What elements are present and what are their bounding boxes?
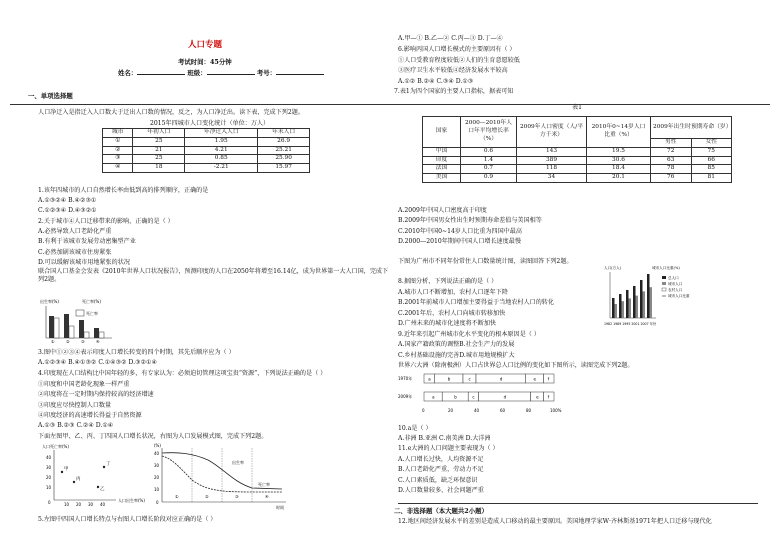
bar-group <box>49 314 104 338</box>
q6-statements-2: ③医疗卫生水平较低④经济发展水平较高 <box>398 67 508 74</box>
guangzhou-population-chart <box>604 262 724 328</box>
question-3: 3.图中①②③④表示印度人口增长转变的四个时期，其先后顺序应为（ ） <box>38 349 235 356</box>
city-population-table <box>102 128 310 173</box>
scatter-ytick: 30 <box>46 465 52 470</box>
gz-city-bar <box>629 298 632 318</box>
q2-option-a: A.必然导致人口老龄化严重 <box>38 228 112 235</box>
scatter-xtick: 30 <box>88 502 94 507</box>
q6-statements-1: ①人口受教育程度较低②人们的生育意愿较低 <box>398 57 520 64</box>
table-header: 2009年人口密度（人/平方千米） <box>517 117 587 148</box>
birth-bar <box>79 320 84 338</box>
question-7: 7.表1为四个国家的主要人口指标，据表可知 <box>394 88 514 95</box>
section1-title: 一、单项选择题 <box>28 92 73 100</box>
continent-label: b <box>454 394 457 400</box>
death-bar <box>54 318 59 338</box>
continent-label: e <box>533 376 536 382</box>
country-indicator-table <box>422 116 732 183</box>
table-row: 中国 0.6 143 19.5 72 75 <box>423 147 732 156</box>
cont-xtick: 40 <box>474 408 480 413</box>
table-header: 2009年出生时预期寿命（岁） <box>651 117 732 139</box>
table-header-row <box>423 117 732 139</box>
cont-xtick: 80 <box>526 408 532 413</box>
q2-option-c: C.必然加剧该城市住房紧张 <box>38 249 112 256</box>
legend-death: 死亡率 <box>86 311 98 316</box>
model-ylabel: (%) <box>154 443 161 448</box>
question-2: 2.关于城市④人口迁移带来的影响，正确的是（ ） <box>38 218 174 225</box>
gz-xlabel: 1982 1989 1995 2001 2007 年份 <box>604 322 657 326</box>
gz-legend-swatch <box>662 276 666 279</box>
legend-death-swatch <box>76 310 84 316</box>
question-8: 8.据图分析，下列说法正确的是（ ） <box>398 278 498 285</box>
q11-option-a: A.人口增长过快，人均资源不足 <box>398 456 484 463</box>
gz-total-bar <box>647 274 650 318</box>
india-growth-bar-chart <box>38 296 148 344</box>
bar-xlabel: ③ <box>81 339 85 344</box>
continent-share-chart <box>398 370 598 420</box>
gz-ylabel: 人口(万人) <box>604 266 622 270</box>
gz-legend-swatch <box>662 288 666 291</box>
section2-title: 二、非选择题（本大题共2小题） <box>394 507 488 515</box>
birth-bar <box>49 316 54 338</box>
question-10: 10.a是（ ） <box>398 425 432 432</box>
q9-options-cd: C.乡村基础设施的完善D.城市用地规模扩大 <box>398 352 515 359</box>
model-stage: ① <box>175 494 179 499</box>
q8-option-d: D.广州未来的城市化速度将不断加快 <box>398 320 497 327</box>
table-header: 年净迁入人口 <box>185 129 258 138</box>
gz-legend: 城市人口比重 <box>668 294 690 298</box>
question-9: 9.近年来引起广州城市化水平变化的根本原因是（ ） <box>398 331 540 338</box>
four-countries-scatter-chart <box>38 442 158 510</box>
cont-xtick: 0 <box>422 408 425 413</box>
scatter-xtick: 40 <box>100 502 106 507</box>
gz-total-bar <box>612 298 615 318</box>
continent-label: d <box>503 394 507 400</box>
q4-options: A.①③ B.②③ C.②④ D.①④ <box>38 422 114 429</box>
gz-city-bar <box>615 304 618 318</box>
point-label-bing: 丙 <box>76 477 81 482</box>
gz-legend: 总人口 <box>668 276 679 280</box>
table-header: 2010年0~14岁人口比重（%） <box>587 117 651 148</box>
q5-options: A.甲—① B.乙—② C.丙—③ D.丁—④ <box>398 35 503 42</box>
intro-guangzhou: 下图为广州市不同年份常住人口数量统计图，读图回答下列2题。 <box>398 258 573 265</box>
q8-option-b: B.2001年前城市人口增加主要得益于当地农村人口的转化 <box>398 299 554 306</box>
point-label-jia: 甲 <box>64 467 69 472</box>
gz-legend-swatch <box>662 282 666 285</box>
label-death: 死亡率 <box>258 482 270 487</box>
id-label: 考号： <box>256 69 276 77</box>
gz-legend: 农村人口 <box>668 288 683 292</box>
model-stage: ③ <box>235 494 239 499</box>
bar-xlabel: ② <box>66 339 70 344</box>
model-ytick: 40 <box>154 451 160 456</box>
continent-label: b <box>447 376 451 382</box>
class-label: 班级： <box>187 69 207 77</box>
table-row: 美国 0.9 34 20.1 76 81 <box>423 174 732 183</box>
q4-statement-2: ②印度将在一定时期内保持较高的经济增速 <box>38 391 154 398</box>
scatter-point <box>103 466 105 468</box>
gz-city-bar <box>636 296 639 318</box>
page-title: 人口专题 <box>188 40 223 50</box>
q11-option-c: C.人口素质低，缺乏环保意识 <box>398 477 478 484</box>
table-header: 城市 <box>103 129 133 138</box>
q6-options: A.①② B.②④ C.③④ D.①③ <box>398 78 474 85</box>
table-row: ④ 18 -2.21 15.97 <box>103 164 310 173</box>
table-caption: 2015年四城市人口变化统计（单位：万人） <box>150 120 270 127</box>
q7-option-b: B.2009年中国男女性出生时预期寿命差值与美国相等 <box>398 217 542 224</box>
continent-label: a <box>432 394 435 400</box>
table1-title: 表1 <box>572 104 582 111</box>
scatter-point <box>61 471 63 473</box>
top-divider <box>10 104 770 105</box>
scatter-ytick: 40 <box>46 455 52 460</box>
model-ytick: 30 <box>154 463 160 468</box>
model-xlabel: 时间 <box>276 505 284 510</box>
table-header-row <box>103 129 310 138</box>
table-row: 印度 1.4 389 30.6 63 66 <box>423 156 732 165</box>
model-stage: ② <box>205 494 209 499</box>
gz-total-bar <box>633 286 636 318</box>
bar-xlabel: ① <box>51 339 55 344</box>
cont-xtick: 20 <box>448 408 454 413</box>
q7-option-a: A.2009年中国人口密度高于印度 <box>398 207 487 214</box>
point-label-ding: 丁 <box>106 462 111 467</box>
exam-time: 考试时间：45分钟 <box>178 58 232 66</box>
table-row: ② 21 4.21 25.21 <box>103 146 310 155</box>
q10-options: A.非洲 B.亚洲 C.南美洲 D.大洋洲 <box>398 435 491 442</box>
scatter-point <box>97 486 99 488</box>
scatter-xlabel: 人口出生率(%) <box>118 498 145 503</box>
table-header: 年初人口 <box>133 129 185 138</box>
model-ytick: 20 <box>154 475 160 480</box>
scatter-point <box>73 481 75 483</box>
gz-legend: 城市人口 <box>668 282 683 286</box>
cont-xtick: 100% <box>550 408 562 413</box>
table-row: ① 25 1.95 26.9 <box>103 137 310 146</box>
q11-option-b: B.人口老龄化严重，劳动力不足 <box>398 466 484 473</box>
continent-label: e <box>536 394 539 400</box>
continent-label: c <box>472 394 475 400</box>
intro-continents: 世界六大洲（除南极洲）人口占世界总人口比例的变化如下图所示，读图完成下列2题。 <box>398 362 634 369</box>
q2-option-b: B.有利于该城市发展劳动密集型产业 <box>38 238 136 245</box>
gz-city-bar <box>650 287 653 318</box>
gz-bar-group <box>612 274 652 318</box>
table-header: 男性 <box>651 139 692 148</box>
point-label-yi: 乙 <box>100 487 105 492</box>
model-ytick: 10 <box>154 487 160 492</box>
year-label: 2009年 <box>398 394 413 399</box>
gz-total-bar <box>640 280 643 318</box>
population-model-chart <box>148 440 298 512</box>
continent-label: d <box>499 376 503 382</box>
name-label: 姓名： <box>118 69 138 77</box>
q2-option-d: D.可以缓解该城市用地紧张的状况 <box>38 259 130 266</box>
intro-four-countries: 下面左图甲、乙、丙、丁四国人口增长状况，右图为人口发展模式图，完成下列2题。 <box>38 433 268 440</box>
intro-india: 联合国人口基金会发表《2010年世界人口状况报告》，预测印度的人口在2050年将增至16.14亿，成为世界第一大人口国，完成下列2题。 <box>38 268 389 284</box>
gz-total-bar <box>626 290 629 318</box>
model-stage: ④ <box>265 494 269 499</box>
model-ytick: 0 <box>156 500 159 505</box>
label-birth: 出生率 <box>232 460 244 465</box>
table-header: 年末人口 <box>258 129 310 138</box>
continent-label: a <box>428 376 431 382</box>
death-bar <box>99 332 104 338</box>
scatter-ytick: 20 <box>46 475 52 480</box>
gz-ylabel-right: 城市人口比重(%) <box>652 266 680 270</box>
q9-options-ab: A.国家产籍政策的调整B.社会生产力的发展 <box>398 341 515 348</box>
cont-xtick: 60 <box>500 408 506 413</box>
bar-unit-left: 出生率(%) <box>40 299 59 304</box>
q4-statement-4: ④印度经济的高速增长得益于自然资源 <box>38 412 142 419</box>
question-1: 1.该年四城市的人口自然增长率由低到高的排列顺序，正确的是 <box>38 187 209 194</box>
scatter-xtick: 10 <box>64 502 70 507</box>
q3-options: A.①②③④ B.④①③② C.①④③② D.③②①④ <box>38 359 157 366</box>
q8-option-c: C.2001年后，农村人口向城市转移加快 <box>398 310 506 317</box>
question-11: 11.e大洲的人口问题主要表现为（ ） <box>398 445 499 452</box>
scatter-ytick: 0 <box>48 500 51 505</box>
question-6: 6.影响丙国人口增长模式的主要原因有（ ） <box>398 46 516 53</box>
bar-xlabel: ④ <box>96 339 100 344</box>
birth-bar <box>64 314 69 338</box>
scatter-xtick: 20 <box>76 502 82 507</box>
table-row: 法国 0.7 118 18.4 78 85 <box>423 165 732 174</box>
table-header: 2000—2010年人口年平均增长率（%） <box>461 117 517 148</box>
q4-statement-3: ③印度应尽快控制人口数量 <box>38 402 112 409</box>
q8-option-a: A.城市人口不断增加，农村人口逐年下降 <box>398 289 508 296</box>
gz-city-bar <box>622 301 625 318</box>
q7-option-d: D.2000—2010年期间中国人口增长速度最慢 <box>398 238 521 245</box>
scatter-ylabel: 人口死亡率(%) <box>42 444 69 449</box>
gz-total-bar <box>619 294 622 318</box>
question-4: 4.印度现在人口结构比中国年轻的多，有专家认为：必须迫切管理这项宝贵“资源”，下列说法正确的是（ ） <box>38 370 327 377</box>
continent-bar-group <box>424 374 554 401</box>
q1-options-ab: A.①③②④ B.④②③① <box>38 197 97 204</box>
scatter-ytick: 10 <box>46 485 52 490</box>
student-info <box>118 69 324 78</box>
year-label: 1970年 <box>398 376 413 381</box>
continent-label: c <box>468 376 471 382</box>
bar-unit-right: 死亡率(%) <box>82 299 101 304</box>
q7-option-c: C.2010年中国0~14岁人口比重为四国中最高 <box>398 228 522 235</box>
table-row: ③ 25 0.85 25.90 <box>103 155 310 164</box>
table-header: 国家 <box>423 117 461 148</box>
intro-migration: 人口净迁入是指迁入人口数大于迁出人口数的情况，反之，为人口净迁出。读下表，完成下列2题。 <box>38 109 304 116</box>
continent-label: f <box>547 394 550 400</box>
death-bar <box>69 326 74 338</box>
q1-options-cd: C.①②③④ D.④③②① <box>38 207 97 214</box>
table-header: 女性 <box>691 139 732 148</box>
section2-divider <box>398 503 758 504</box>
question-5: 5.左图中四国人口增长特点与右图人口增长阶段对应正确的是（ ） <box>38 516 217 523</box>
gz-city-bar <box>643 291 646 318</box>
continent-label: f <box>547 376 550 382</box>
question-12: 12.地区间经济发展水平的差别是造成人口移动的最主要原因。美国地理学家W·齐林斯基1971年把人口迁移与现代化 <box>398 518 712 525</box>
q11-option-d: D.人口数量较多，社会问题严重 <box>398 487 484 494</box>
birth-bar <box>94 328 99 338</box>
death-bar <box>84 332 89 338</box>
q4-statement-1: ①印度和中国老龄化现象一样严重 <box>38 381 130 388</box>
